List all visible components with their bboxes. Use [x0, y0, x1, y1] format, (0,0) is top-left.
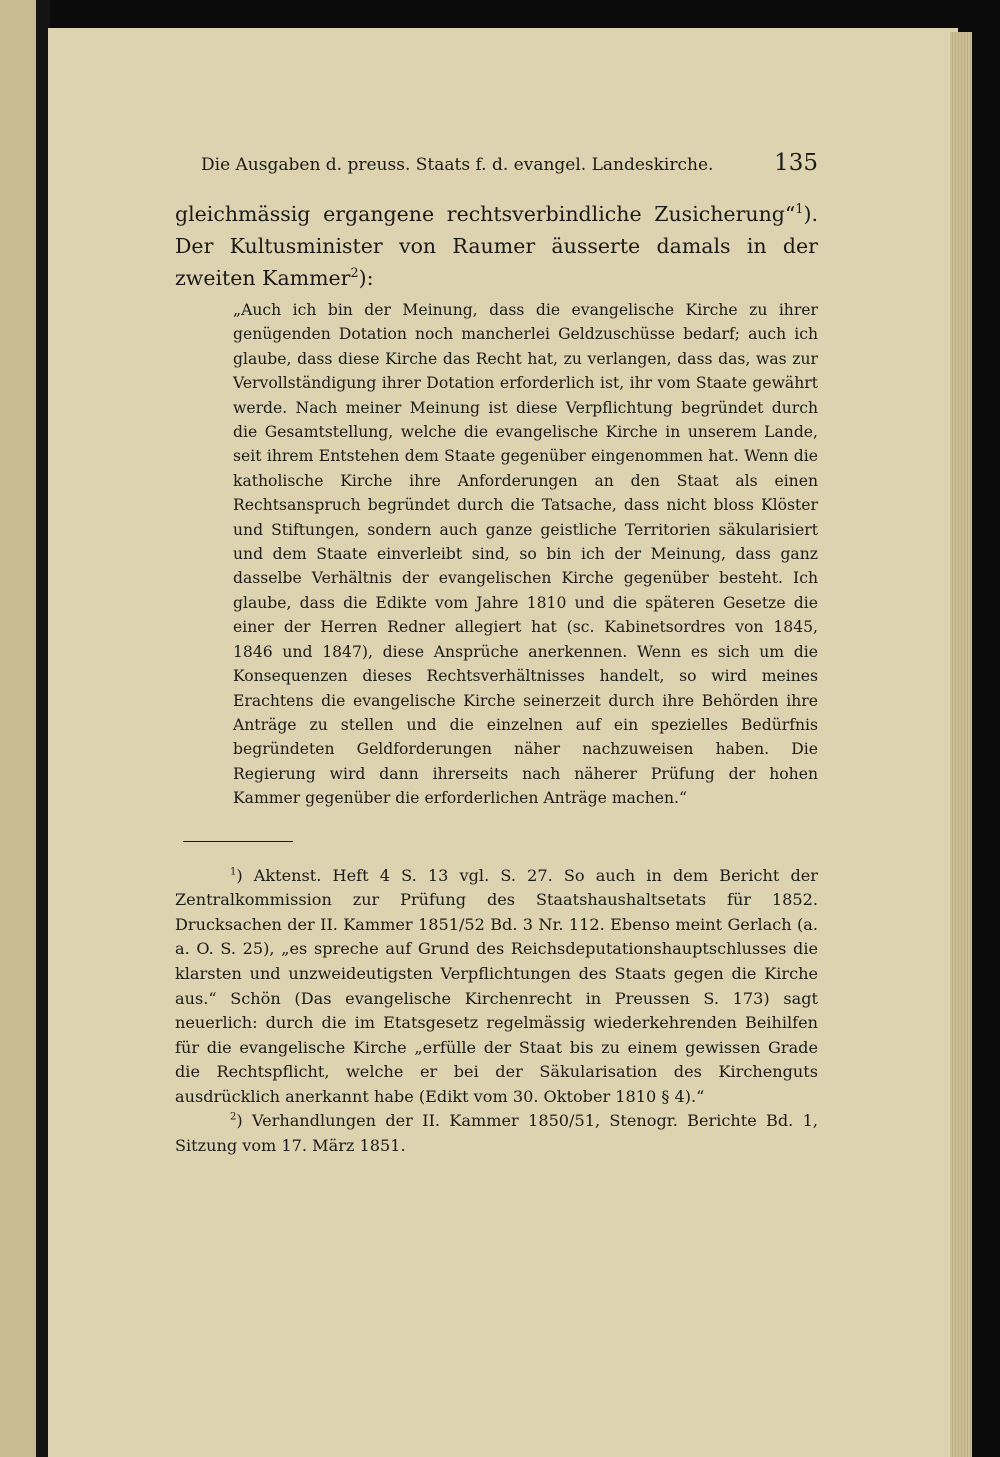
footnote-separator	[183, 841, 293, 842]
running-head	[201, 150, 818, 176]
footnote-ref-1: 1	[795, 201, 804, 217]
running-head-title: Die Ausgaben d. preuss. Staats f. d. evangel. Landeskirche.	[201, 155, 714, 175]
page-number: 135	[774, 150, 818, 176]
footnote-1-text: ) Aktenst. Heft 4 S. 13 vgl. S. 27. So auch in dem Bericht der Zentralkommission zur Prüfung des Staatshaushaltsetats für 1852. Drucksachen der II. Kammer 1851/52 Bd. 3 Nr. 112. Ebenso meint Gerlach (a. a. O. S. 25), „es spreche auf Grund des Reichsdeputationshauptschlusses die klarsten und unzweideutigsten Verpflichtungen des Staats gegen die Kirche aus.“ Schön (Das evangelische Kirchenrecht in Preussen S. 173) sagt neuerlich: durch die im Etatsgesetz regelmässig wiederkehrenden Beihilfen für die evangelische Kirche „erfülle der Staat bis zu einem gewissen Grade die Rechtspflicht, welche er bei der Säkularisation des Kirchenguts ausdrücklich anerkannt habe (Edikt vom 30. Oktober 1810 § 4).“	[175, 865, 818, 1106]
footnote-1-marker: 1	[230, 866, 237, 878]
body-text-start: gleichmässig ergangene rechtsverbindliche Zusicherung“	[175, 202, 796, 226]
footnote-2-text: ) Verhandlungen der II. Kammer 1850/51, Stenogr. Berichte Bd. 1, Sitzung vom 17. März 1851.	[175, 1111, 818, 1156]
body-paragraph	[175, 198, 818, 294]
facing-page-edge	[0, 0, 40, 1457]
footnote-2-marker: 2	[230, 1112, 237, 1124]
block-quote: „Auch ich bin der Meinung, dass die evangelische Kirche zu ihrer genügenden Dotation noch mancherlei Geldzuschüsse bedarf; auch ich glaube, dass diese Kirche das Recht hat, zu verlangen, dass das, was zur Vervollständigung ihrer Dotation erforderlich ist, ihr vom Staate gewährt werde. Nach meiner Meinung ist diese Verpflichtung begründet durch die Gesamtstellung, welche die evangelische Kirche in unserem Lande, seit ihrem Entstehen dem Staate gegenüber eingenommen hat. Wenn die katholische Kirche ihre Anforderungen an den Staat als einen Rechtsanspruch begründet durch die Tatsache, dass nicht bloss Klöster und Stiftungen, sondern auch ganze geistliche Territorien säkularisiert und dem Staate einverleibt sind, so bin ich der Meinung, dass ganz dasselbe Verhältnis der evangelischen Kirche gegenüber besteht. Ich glaube, dass die Edikte vom Jahre 1810 und die späteren Gesetze die einer der Herren Redner allegiert hat (sc. Kabinetsordres von 1845, 1846 und 1847), diese Ansprüche anerkennen. Wenn es sich um die Konsequenzen dieses Rechtsverhältnisses handelt, so wird meines Erachtens die evangelische Kirche seinerzeit durch ihre Behörden ihre Anträge zu stellen und die einzelnen auf ein spezielles Bedürfnis begründeten Geldforderungen näher nachzuweisen haben. Die Regierung wird dann ihrerseits nach näherer Prüfung der hohen Kammer gegenüber die erforderlichen Anträge machen.“	[233, 301, 818, 808]
footnote-ref-2: 2	[350, 265, 359, 281]
footnote-2	[175, 1109, 818, 1158]
text-block	[175, 150, 818, 1159]
footnote-1	[175, 864, 818, 1110]
page-stack-edges	[950, 32, 972, 1457]
body-text-end: ):	[358, 266, 374, 290]
body-text-middle: ). Der Kultusminister von Raumer äusserte damals in der zweiten Kammer	[175, 202, 818, 290]
footnotes	[175, 864, 818, 1159]
